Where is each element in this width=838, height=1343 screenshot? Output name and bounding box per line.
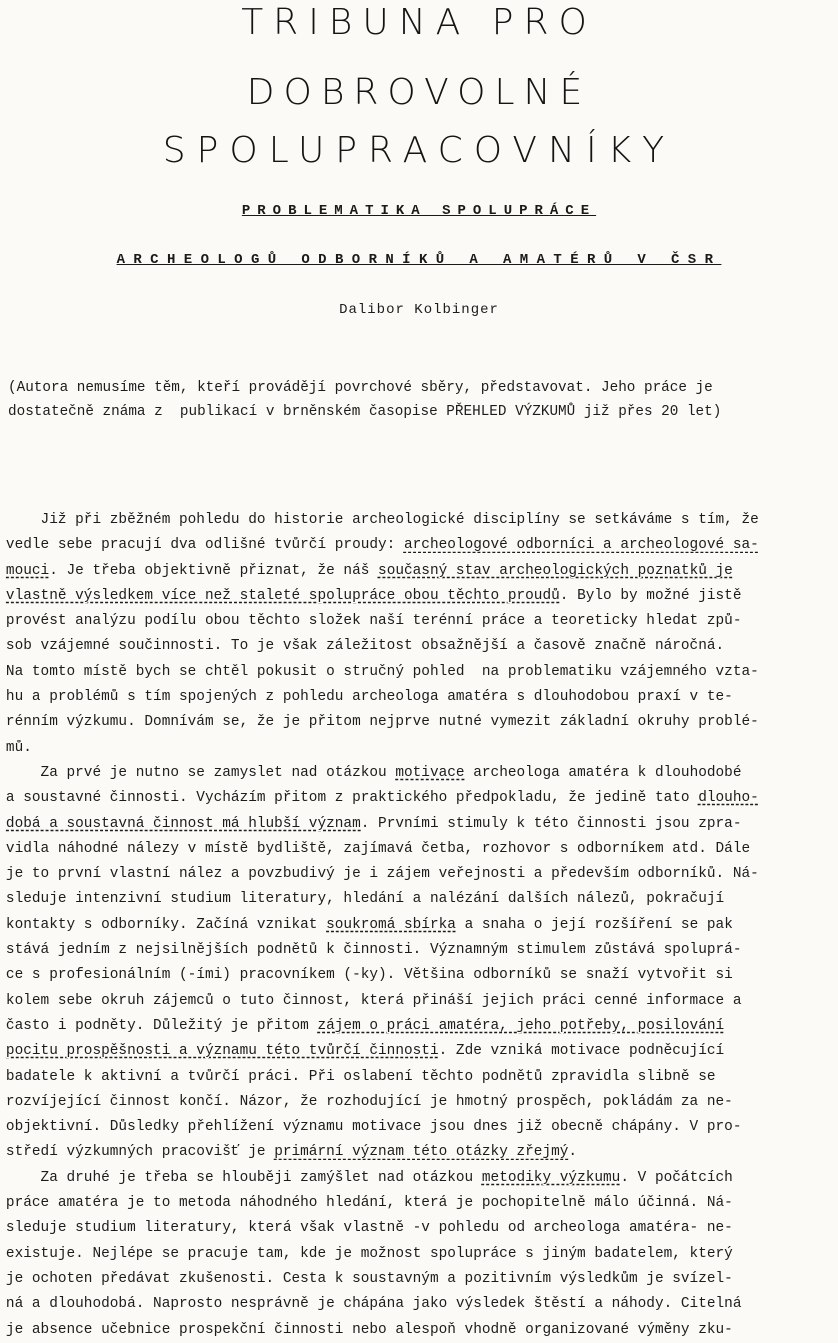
body-text: a snaha o její rozšíření se pak [455,916,733,933]
body-line [0,1318,828,1343]
body-text: sleduje studium literatury, která však vlastně -v pohledu od archeologa amatéra- ne- [5,1220,733,1237]
body-text: archeologa amatéra k dlouhodobé [464,764,742,781]
body-text: sleduje intenzivní studium literatury, hledání a nalézání dalších nálezů, pokračují [5,891,725,908]
body-text: často i podněty. Důležitý je přitom [5,1017,318,1034]
body-text: . V počátcích [620,1169,733,1186]
underlined-phrase: vlastně výsledkem více než staleté spolupráce obou těchto proudů [5,587,560,604]
body-text: vidla náhodné nálezy v místě bydliště, zajímavá četba, rozhovor s odborníkem atd. Dále [5,840,751,857]
underlined-phrase: mouci [5,562,50,579]
body-line [0,609,828,634]
underlined-phrase: archeologové odborníci a archeologové sa- [403,537,759,554]
body-line [0,1065,828,1090]
article-body [0,508,838,1343]
body-line [0,963,828,988]
body-text: a soustavné činnosti. Vycházím přitom z praktického předpokladu, že jedině tato [5,790,699,807]
body-text: středí výzkumných pracovišť je [5,1144,275,1161]
body-text: provést analýzu podílu obou těchto složek naší terénní práce a teoreticky hledat způ- [5,613,742,630]
body-line [0,887,828,912]
underlined-phrase: soukromá sbírka [326,916,456,933]
body-line [0,685,828,710]
body-line [0,938,828,963]
body-line [0,584,828,609]
title-line-3: SPOLUPRACOVNÍKY [162,130,676,171]
body-line [0,812,828,837]
body-line [0,1267,828,1292]
body-text: . [568,1144,578,1161]
intro-note-line-1: (Autora nemusíme těm, kteří provádějí povrchové sběry, představovat. Jeho práce je [8,380,713,396]
underlined-phrase: dlouho- [698,790,759,807]
underlined-phrase: dobá a soustavná činnost má hlubší význam [5,815,361,832]
author-name: Dalibor Kolbinger [339,302,499,318]
body-text: objektivní. Důsledky přehlížení významu motivace jsou dnes již obecně chápány. V pro- [5,1119,742,1136]
body-text: badatele k aktivní a tvůrčí práci. Při oslabení těchto podnětů zpravidla slibně se [5,1068,716,1085]
body-text: je absence učebnice prospekční činnosti nebo alespoň vhodně organizované výměny zku- [5,1321,733,1338]
body-text: . Prvními stimuly k této činnosti jsou zpra- [360,815,742,832]
underlined-phrase: primární význam této otázky zřejmý [274,1144,569,1161]
body-text: rénním výzkumu. Domnívám se, že je přitom nejprve nutné vymezit základní okruhy problé- [5,714,759,731]
intro-note-line-2: dostatečně známa z publikací v brněnském časopise PŘEHLED VÝZKUMŮ již přes 20 let) [8,404,722,420]
body-line [0,710,828,735]
body-line [0,761,828,786]
underlined-phrase: metodiky výzkumu [481,1169,621,1186]
body-line [0,1014,828,1039]
body-line [0,862,828,887]
body-line [0,1216,828,1241]
body-text: rozvíjející činnost končí. Názor, že rozhodující je hmotný prospěch, pokládám za ne- [5,1093,733,1110]
underlined-phrase: pocitu prospěšnosti a významu této tvůrčí činnosti [5,1043,439,1060]
body-text: Na tomto místě bych se chtěl pokusit o stručný pohled na problematiku vzájemného vzta- [5,663,759,680]
body-line [0,736,828,761]
subtitle-line-1: PROBLEMATIKA SPOLUPRÁCE [241,203,597,219]
body-text: je to první vlastní nález a povzbudivý je i zájem veřejnosti a především odborníků. Ná- [5,866,759,883]
body-text: Za druhé je třeba se hlouběji zamýšlet nad otázkou [5,1169,482,1186]
body-line [0,837,828,862]
body-text: . Zde vzniká motivace podněcující [438,1043,725,1060]
body-text: ná a dlouhodobá. Naprosto nesprávně je chápána jako výsledek štěstí a náhody. Citelná [5,1296,742,1313]
body-line [0,1242,828,1267]
body-line [0,634,828,659]
body-line [0,1090,828,1115]
body-text: hu a problémů s tím spojených z pohledu archeologa amatéra s dlouhodobou praxí v te- [5,689,733,706]
body-text: vedle sebe pracují dva odlišné tvůrčí proudy: [5,537,404,554]
underlined-phrase: zájem o práci amatéra, jeho potřeby, posilování [317,1017,725,1034]
body-text: ce s profesionálním (-ími) pracovníkem (-ky). Většina odborníků se snaží vytvořit si [5,967,733,984]
body-line [0,1292,828,1317]
subtitle-line-2: ARCHEOLOGŮ ODBORNÍKŮ A AMATÉRŮ V ČSR [116,252,722,268]
underlined-phrase: současný stav archeologických poznatků je [378,562,733,579]
body-text: Za prvé je nutno se zamyslet nad otázkou [5,764,396,781]
body-text: . Bylo by možné jistě [559,587,742,604]
body-line [0,989,828,1014]
body-text: je ochoten předávat zkušenosti. Cesta k soustavným a pozitivním výsledkům je svízel- [5,1270,733,1287]
body-text: práce amatéra je to metoda náhodného hledání, která je pochopitelně málo účinná. Ná- [5,1195,733,1212]
body-line [0,1166,828,1191]
body-line [0,559,828,584]
body-line [0,1115,828,1140]
title-line-2: DOBROVOLNÉ [246,72,592,113]
body-text: existuje. Nejlépe se pracuje tam, kde je možnost spolupráce s jiným badatelem, který [5,1245,733,1262]
body-line [0,913,828,938]
body-text: kolem sebe okruh zájemců o tuto činnost, která přináší jejich práci cenné informace a [5,992,742,1009]
body-line [0,533,828,558]
title-line-1: TRIBUNA PRO [241,2,597,43]
body-line [0,1140,828,1165]
body-text: sob vzájemné součinnosti. To je však záležitost obsažnější a časově značně náročná. [5,638,725,655]
body-text: stává jedním z nejsilnějších podnětů k činnosti. Významným stimulem zůstává spoluprá- [5,942,742,959]
body-line [0,660,828,685]
body-text: mů. [5,739,32,756]
body-text: Již při zběžném pohledu do historie archeologické disciplíny se setkáváme s tím, že [5,512,759,528]
body-line [0,1039,828,1064]
body-line [0,508,828,533]
body-line [0,786,828,811]
body-text: kontakty s odborníky. Začíná vznikat [5,916,327,933]
body-line [0,1191,828,1216]
body-text: . Je třeba objektivně přiznat, že náš [49,562,379,579]
underlined-phrase: motivace [395,764,465,781]
